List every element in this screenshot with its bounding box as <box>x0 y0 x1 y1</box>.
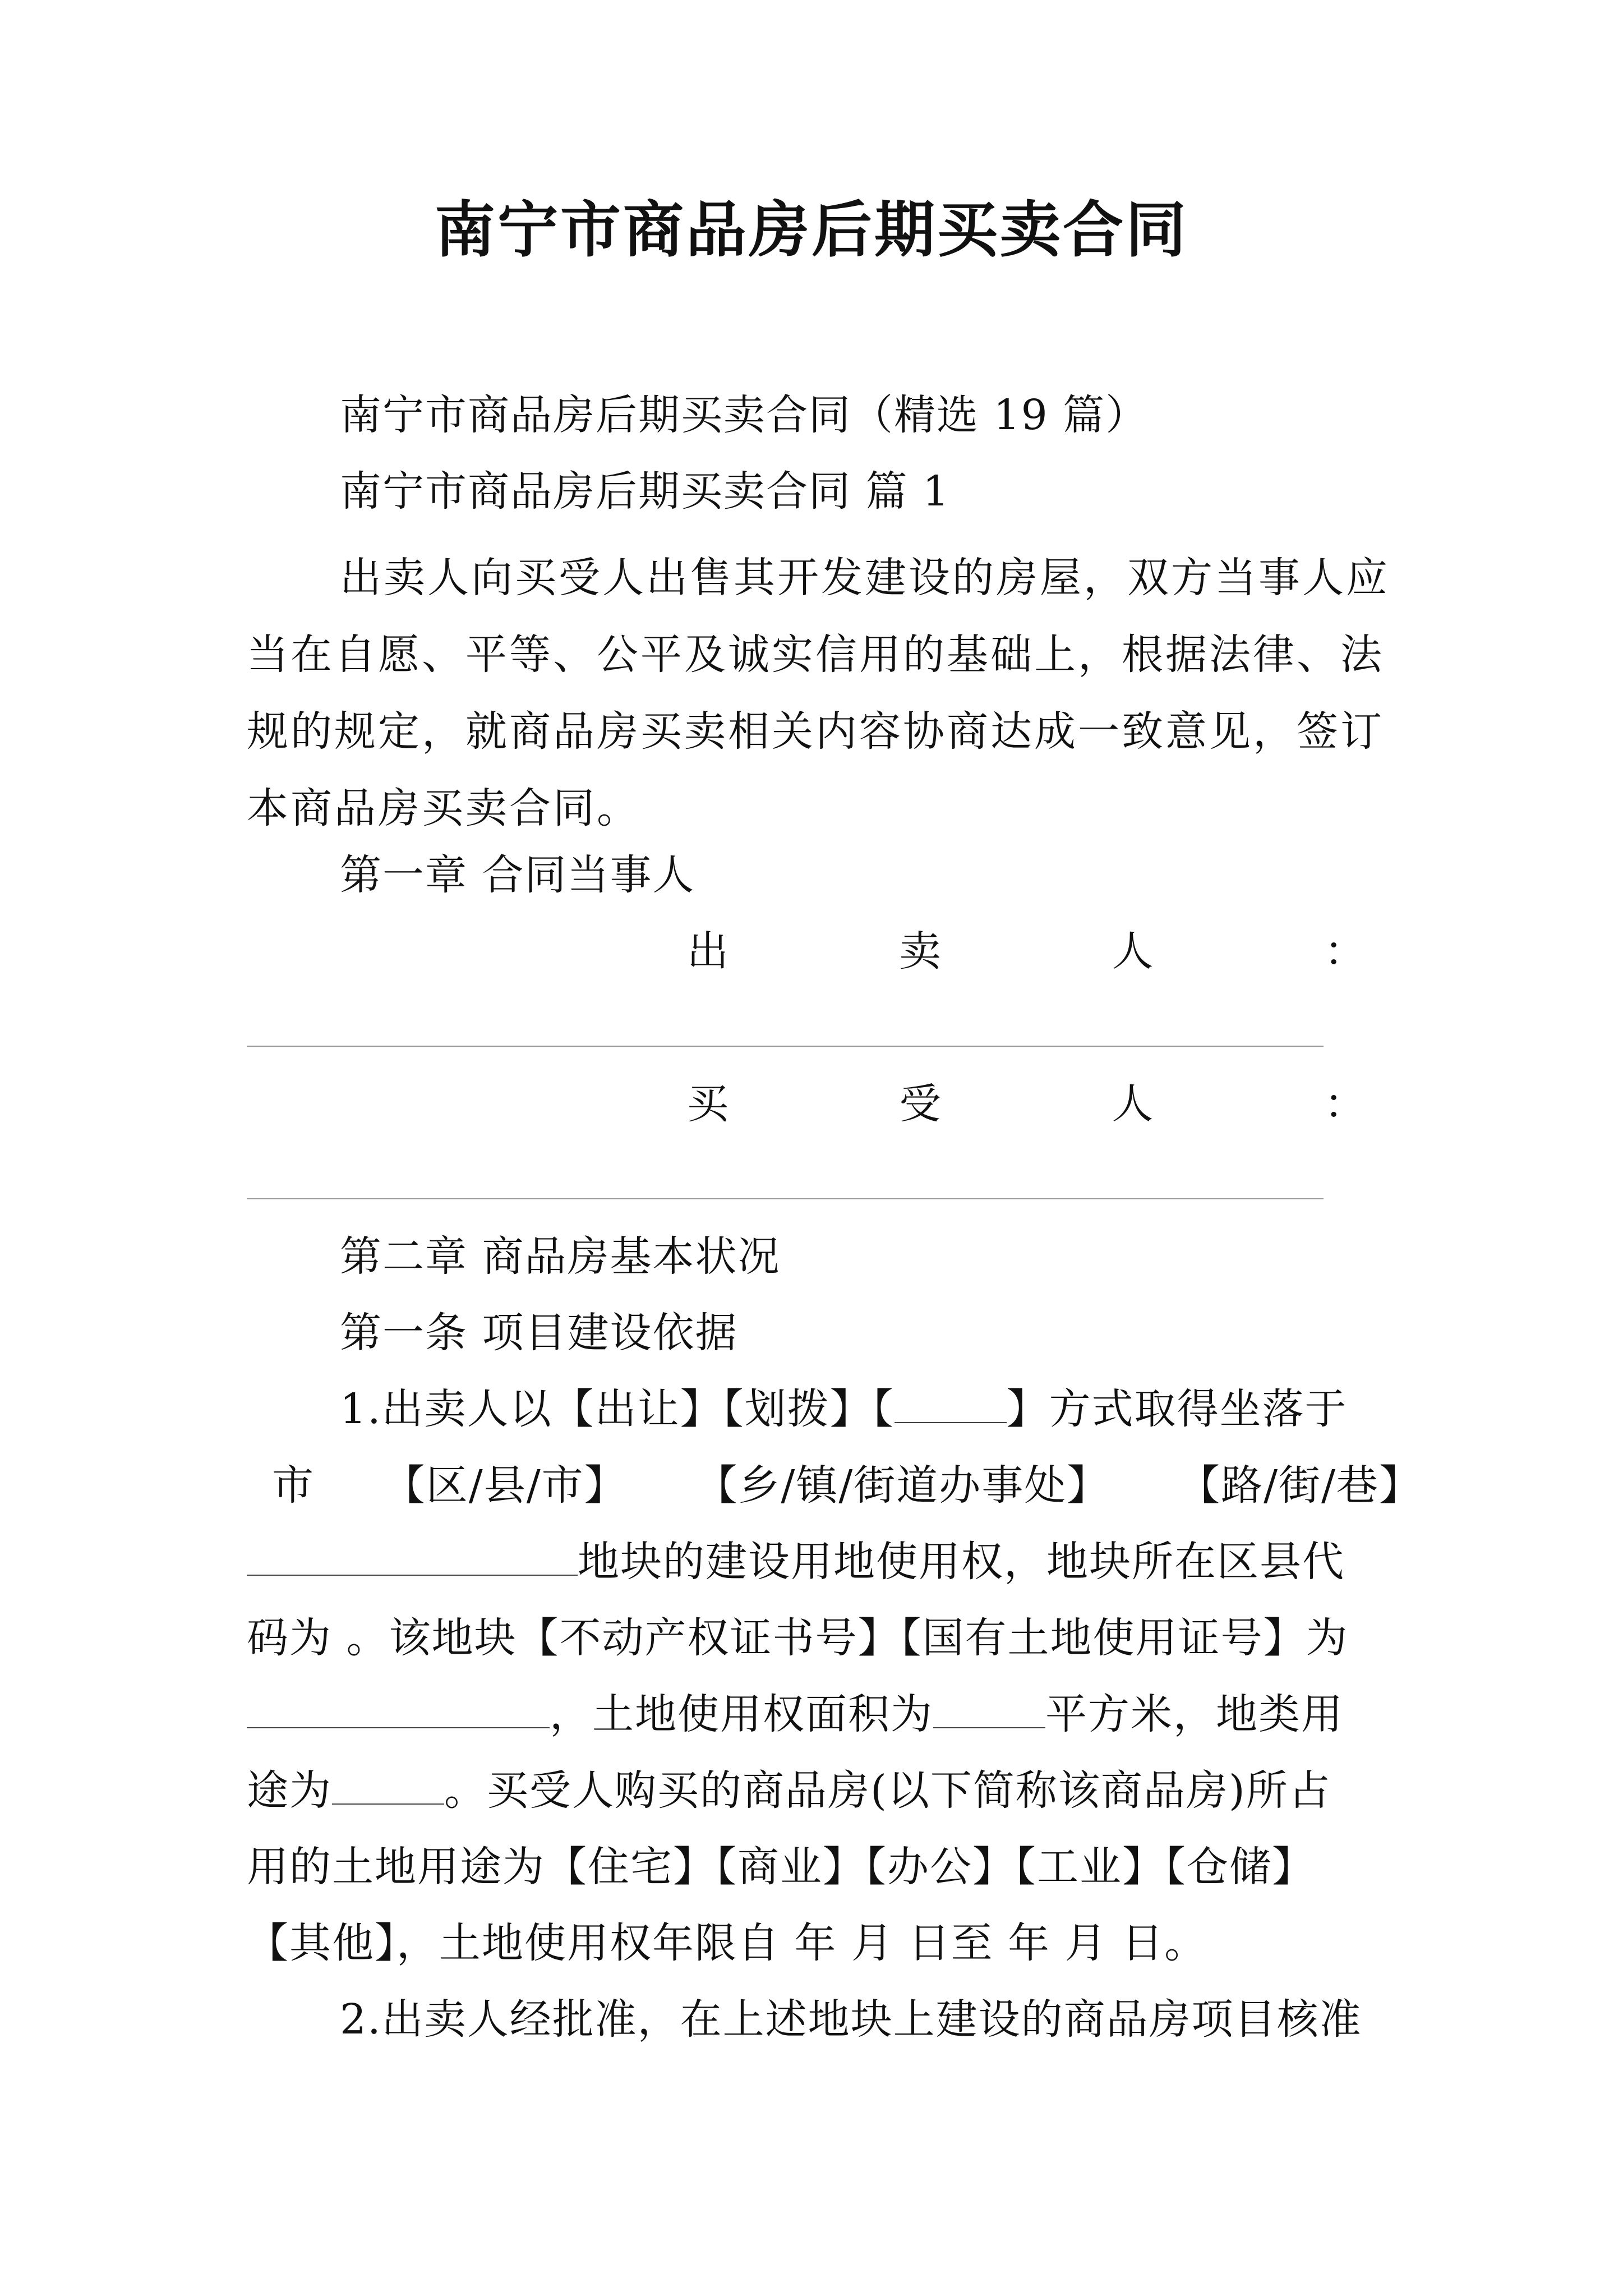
land-use-text-b: 。买受人购买的商品房(以下简称该商品房)所占 <box>444 1766 1331 1815</box>
chapter-1-heading: 第一章 合同当事人 <box>340 851 695 899</box>
land-line <box>247 1534 1345 1590</box>
buyer-label-row <box>687 1076 1366 1132</box>
address-district: 【区/县/市】 <box>383 1461 627 1510</box>
address-township: 【乡/镇/街道办事处】 <box>695 1461 1110 1510</box>
intro-paragraph: 出卖人向买受人出售其开发建设的房屋，双方当事人应当在自愿、平等、公平及诚实信用的基础上，根据法律、法规的规定，就商品房买卖相关内容协商达成一致意见，签订本商品房买卖合同。 <box>247 554 1390 832</box>
land-use-line <box>247 1763 1331 1819</box>
item-2-line: 2.出卖人经批准，在上述地块上建设的商品房项目核准 <box>340 1995 1362 2044</box>
area-text-b: 平方米，地类用 <box>1045 1690 1344 1738</box>
address-city: 市 <box>272 1461 315 1510</box>
area-blank <box>933 1694 1045 1728</box>
item-1-text-b: 】方式取得坐落于 <box>1006 1385 1348 1433</box>
seller-char-1: 出 <box>687 927 728 976</box>
seller-char-2: 卖 <box>899 927 941 976</box>
area-text-a: ，土地使用权面积为 <box>550 1690 933 1738</box>
certificate-number-blank <box>247 1694 550 1728</box>
seller-colon: ： <box>1324 927 1366 976</box>
land-blank <box>247 1541 578 1576</box>
article-1-heading: 第一条 项目建设依据 <box>340 1309 738 1357</box>
seller-label-row <box>687 923 1366 979</box>
land-use-blank <box>332 1770 444 1805</box>
land-use-text-a: 途为 <box>247 1766 332 1815</box>
method-blank <box>895 1388 1007 1423</box>
item-1-line <box>340 1381 1348 1437</box>
address-row <box>272 1457 1422 1513</box>
subtitle-part-1: 南宁市商品房后期买卖合同 篇 1 <box>340 467 951 516</box>
land-text: 地块的建设用地使用权，地块所在区县代 <box>578 1538 1345 1586</box>
document-title: 南宁市商品房后期买卖合同 <box>434 195 1188 265</box>
subtitle-collection: 南宁市商品房后期买卖合同（精选 19 篇） <box>340 391 1149 439</box>
buyer-char-2: 受 <box>899 1080 941 1128</box>
buyer-fill-line <box>247 1198 1324 1199</box>
chapter-2-heading: 第二章 商品房基本状况 <box>340 1232 781 1281</box>
buyer-char-1: 买 <box>687 1080 728 1128</box>
item-1-text-a: 1.出卖人以【出让】【划拨】【 <box>340 1385 895 1433</box>
term-line: 【其他】，土地使用权年限自 年 月 日至 年 月 日。 <box>247 1919 1207 1967</box>
area-line <box>247 1686 1344 1742</box>
purpose-line: 用的土地用途为【住宅】【商业】【办公】【工业】【仓储】 <box>247 1843 1315 1891</box>
certificate-line: 码为 。该地块【不动产权证书号】【国有土地使用证号】为 <box>247 1614 1349 1662</box>
address-road: 【路/街/巷】 <box>1178 1461 1422 1510</box>
buyer-colon: ： <box>1324 1080 1366 1128</box>
buyer-char-3: 人 <box>1112 1080 1154 1128</box>
seller-fill-line <box>247 1046 1324 1047</box>
seller-char-3: 人 <box>1112 927 1154 976</box>
